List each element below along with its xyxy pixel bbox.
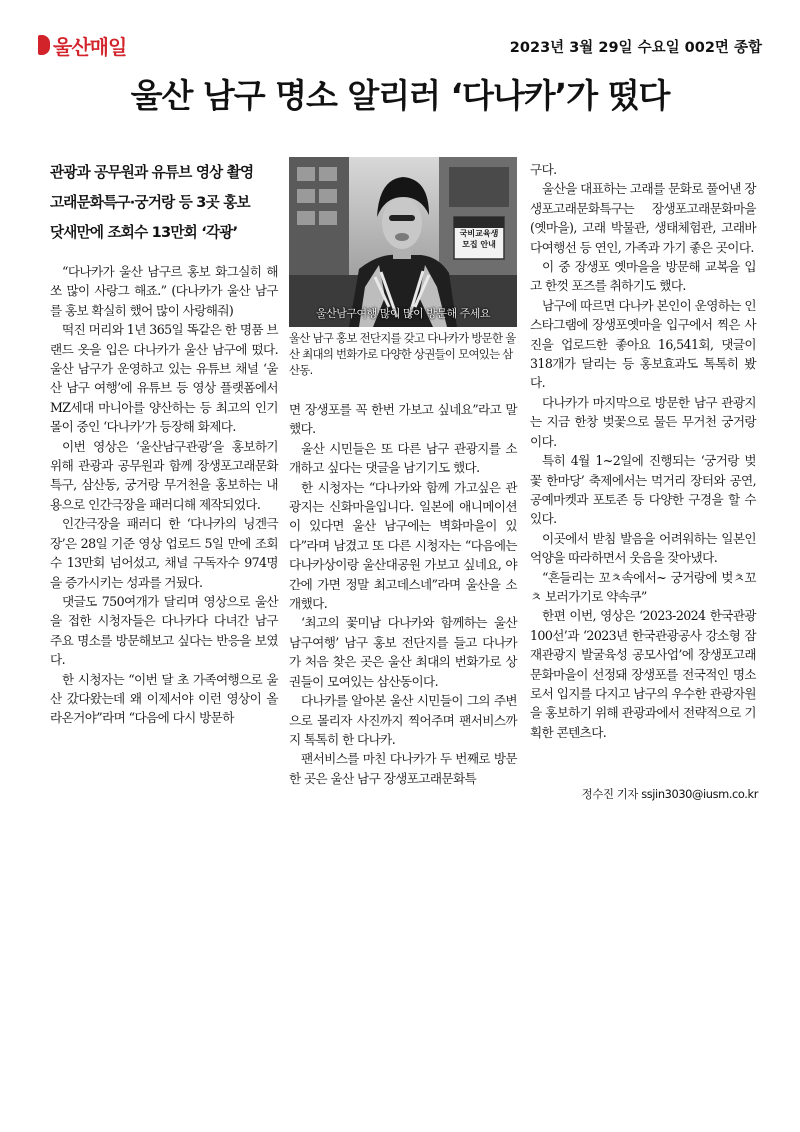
subhead-line: 관광과 공무원과 유튜브 영상 촬영	[50, 164, 254, 181]
article-column-1	[50, 262, 278, 728]
photo-subtitle: 울산남구여행 많이 많이 방문해 주세요	[315, 307, 490, 320]
paragraph: 인간극장을 패러디 한 ‘다나카의 닝겐극장’은 28일 기준 영상 업로드 5일 만에 조회수 13만회 넘어섰고, 채널 구독자수 974명을 증가시키는 성과를 거뒀다.	[50, 516, 278, 590]
paragraph: 구다.	[530, 162, 557, 177]
logo-text: 울산매일	[53, 34, 127, 59]
photo-caption: 울산 남구 홍보 전단지를 갖고 다나카가 방문한 울산 최대의 번화가로 다양한 상권들이 모여있는 삼산동.	[289, 331, 516, 377]
paragraph: 다나카가 마지막으로 방문한 남구 관광지는 지금 한창 벚꽃으로 물든 무거천 궁거랑이다.	[530, 394, 756, 449]
paragraph: 면 장생포를 꼭 한번 가보고 싶네요”라고 말했다.	[289, 402, 517, 437]
byline: 정수진 기자 ssjin3030@iusm.co.kr	[581, 787, 758, 801]
subheads	[50, 158, 278, 248]
paragraph: ‘최고의 꽃미남 다나카와 함께하는 울산 남구여행’ 남구 홍보 전단지를 들고 다나카가 처음 찾은 곳은 울산 최대의 번화가로 상권들이 모여있는 삼산동이다.	[289, 615, 517, 689]
paragraph: 팬서비스를 마친 다나카가 두 번째로 방문한 곳은 울산 남구 장생포고래문화특	[289, 751, 517, 786]
paragraph: 한편 이번, 영상은 ‘2023-2024 한국관광100선’과 ‘2023년 한국관광공사 강소형 잠재관광지 발굴육성 공모사업’에 장생포고래문화마을이 선정돼 장생포를 전국적인 명소로서 입지를 다지고 남구의 우수한 관광자원을 홍보하기 위해 관광과에서 전략적으로 기획한 콘텐츠다.	[530, 608, 756, 740]
paragraph: 이번 영상은 ‘울산남구관광’을 홍보하기 위해 관광과 공무원과 함께 장생포고래문화특구, 삼산동, 궁거랑 무거천을 홍보하는 내용으로 인간극장을 패러디해 제작되었다.	[50, 438, 278, 512]
headline: 울산 남구 명소 알리러 ‘다나카’가 떴다	[130, 76, 670, 115]
paragraph: 울산을 대표하는 고래를 문화로 풀어낸 장생포고래문화특구는 장생포고래문화마을(옛마을), 고래 박물관, 생태체험관, 고래바다여행선 등 연인, 가족과 가기 좋은 곳이다.	[530, 181, 756, 255]
subhead-line: 고래문화특구·궁거랑 등 3곳 홍보	[50, 194, 250, 211]
paragraph: 이곳에서 받침 발음을 어려워하는 일본인 억양을 따라하면서 웃음을 잦아냈다.	[530, 530, 756, 566]
paragraph: 이 중 장생포 옛마을을 방문해 교복을 입고 한껏 포즈를 취하기도 했다.	[530, 259, 756, 294]
news-photo	[289, 157, 517, 327]
paragraph: 울산 시민들은 또 다른 남구 관광지를 소개하고 싶다는 댓글을 남기기도 했다.	[289, 440, 517, 476]
paragraph: 댓글도 750여개가 달리며 영상으로 울산을 접한 시청자들은 다나카다 다녀간 남구 주요 명소를 방문해보고 싶다는 반응을 보였다.	[50, 593, 278, 668]
masthead-logo	[38, 30, 126, 60]
paragraph: 한 시청자는 “이번 달 초 가족여행으로 울산 갔다왔는데 왜 이제서야 이런 영상이 올라온거야”라며 “다음에 다시 방문하	[50, 671, 278, 726]
article-column-3	[530, 160, 756, 742]
logo-icon	[38, 35, 50, 55]
subhead-line: 닷새만에 조회수 13만회 ‘각광’	[50, 224, 238, 241]
article-column-2	[289, 400, 517, 788]
paragraph: 남구에 따르면 다나카 본인이 운영하는 인스타그램에 장생포옛마을 입구에서 찍은 사진을 업로드한 좋아요 16,541회, 댓글이 318개가 달리는 등 홍보효과도 톡톡히 봤다.	[530, 297, 756, 391]
paragraph: 한 시청자는 “다나카와 함께 가고싶은 관광지는 신화마을입니다. 일본에 애니메이션이 있다면 울산 남구에는 벽화마을이 있다”라며 남겼고 또 다른 시청자는 “다음에는 다나카상이랑 울산대공원 가보고 싶네요, 야간에 가면 정말 최고데스네”라며 울산을 소개했다.	[289, 479, 517, 612]
dateline: 2023년 3월 29일 수요일 002면 종합	[509, 40, 762, 56]
paragraph: 떡진 머리와 1년 365일 똑같은 한 명품 브랜드 옷을 입은 다나카가 울산 남구에 떴다. 울산 남구가 운영하고 있는 유튜브 채널 ‘울산 남구 여행’에 유튜브 등 영상 플랫폼에서 MZ세대 마니아를 양산하는 등 최고의 인기몰이 중인 ‘다나카’가 등장해 화제다.	[50, 322, 278, 435]
paragraph: 특히 4월 1~2일에 진행되는 ‘궁거랑 벚꽃 한마당’ 축제에서는 먹거리 장터와 공연, 공예마켓과 포토존 등 다양한 구경을 할 수 있다.	[530, 453, 756, 527]
paragraph: “다나카가 울산 남구르 홍보 화그실히 해쏘 많이 사랑그 해죠.” (다나카가 울산 남구를 홍보 확실히 했어 많이 사랑해줘)	[50, 264, 278, 318]
paragraph: “흔들리는 꼬ㅊ속에서~ 궁거랑에 벚ㅊ꼬ㅊ 보러가기로 약속쿠”	[530, 569, 756, 604]
paragraph: 다나카를 알아본 울산 시민들이 그의 주변으로 몰리자 사진까지 찍어주며 팬서비스까지 톡톡히 한 다나카.	[289, 693, 517, 747]
photo-sign: 국비교육생 모집 안내	[459, 229, 499, 249]
